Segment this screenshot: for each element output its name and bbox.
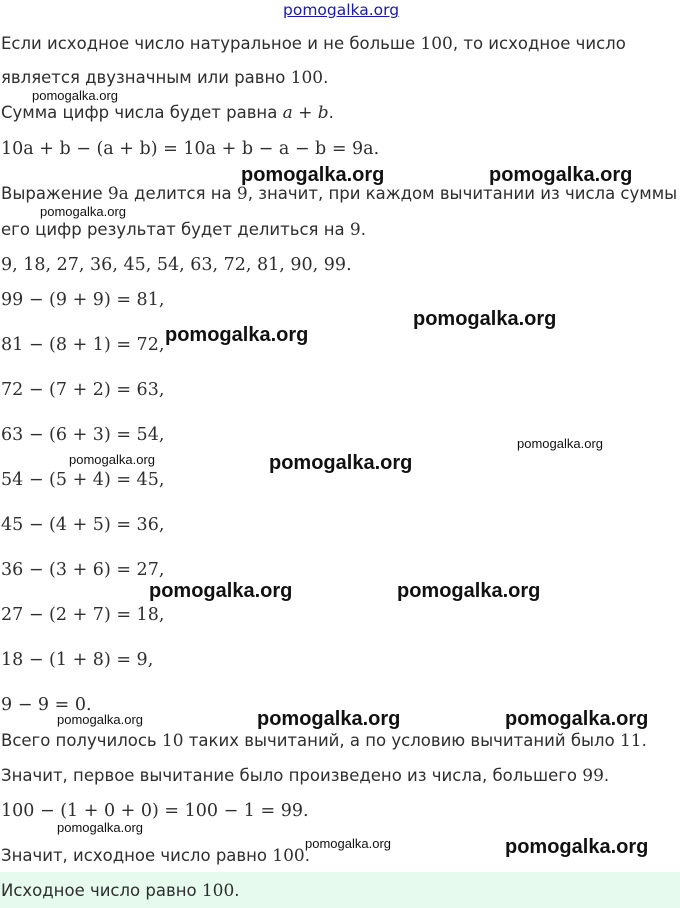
watermark: pomogalka.org (57, 820, 143, 835)
watermark: pomogalka.org (505, 836, 649, 858)
watermark: pomogalka.org (305, 836, 391, 851)
text-line-7: Всего получилось 10 таких вычитаний, а по условию вычитаний было 11. (1, 731, 647, 751)
watermark: pomogalka.org (241, 164, 385, 186)
subtraction-line: 9 − 9 = 0. (1, 695, 92, 715)
subtraction-line: 81 − (8 + 1) = 72, (1, 335, 165, 355)
watermark: pomogalka.org (397, 580, 541, 602)
watermark: pomogalka.org (517, 436, 603, 451)
watermark: pomogalka.org (32, 88, 118, 103)
subtraction-line: 18 − (1 + 8) = 9, (1, 650, 154, 670)
text-line-5: Выражение 9a делится на 9, значит, при каждом вычитании из числа суммы (1, 184, 678, 204)
subtraction-line: 27 − (2 + 7) = 18, (1, 605, 165, 625)
subtraction-line: 99 − (9 + 9) = 81, (1, 290, 165, 310)
watermark: pomogalka.org (57, 712, 143, 727)
answer-text: Исходное число равно 100. (1, 881, 240, 901)
watermark: pomogalka.org (489, 164, 633, 186)
watermark: pomogalka.org (257, 708, 401, 730)
math-line-1: 10a + b − (a + b) = 10a + b − a − b = 9a. (1, 139, 380, 159)
subtraction-line: 45 − (4 + 5) = 36, (1, 515, 165, 535)
subtraction-line: 36 − (3 + 6) = 27, (1, 560, 165, 580)
watermark: pomogalka.org (413, 308, 557, 330)
watermark: pomogalka.org (165, 324, 309, 346)
subtraction-line: 63 − (6 + 3) = 54, (1, 425, 165, 445)
watermark: pomogalka.org (505, 708, 649, 730)
text-line-1: Если исходное число натуральное и не больше 100, то исходное число (1, 34, 626, 54)
watermark: pomogalka.org (269, 452, 413, 474)
answer-box (0, 872, 680, 908)
text-line-8: Значит, первое вычитание было произведено из числа, большего 99. (1, 766, 610, 786)
math-line-2: 100 − (1 + 0 + 0) = 100 − 1 = 99. (1, 801, 309, 821)
sequence-line: 9, 18, 27, 36, 45, 54, 63, 72, 81, 90, 99. (1, 255, 352, 275)
watermark: pomogalka.org (149, 580, 293, 602)
text-line-3: Сумма цифр числа будет равна a + b. (1, 103, 334, 123)
watermark: pomogalka.org (69, 452, 155, 467)
subtraction-line: 72 − (7 + 2) = 63, (1, 380, 165, 400)
subtraction-line: 54 − (5 + 4) = 45, (1, 470, 165, 490)
text-line-10: Значит, исходное число равно 100. (1, 846, 310, 866)
site-link[interactable]: pomogalka.org (283, 1, 400, 19)
watermark: pomogalka.org (40, 204, 126, 219)
text-line-2: является двузначным или равно 100. (1, 68, 329, 88)
text-line-6: его цифр результат будет делиться на 9. (1, 220, 366, 240)
